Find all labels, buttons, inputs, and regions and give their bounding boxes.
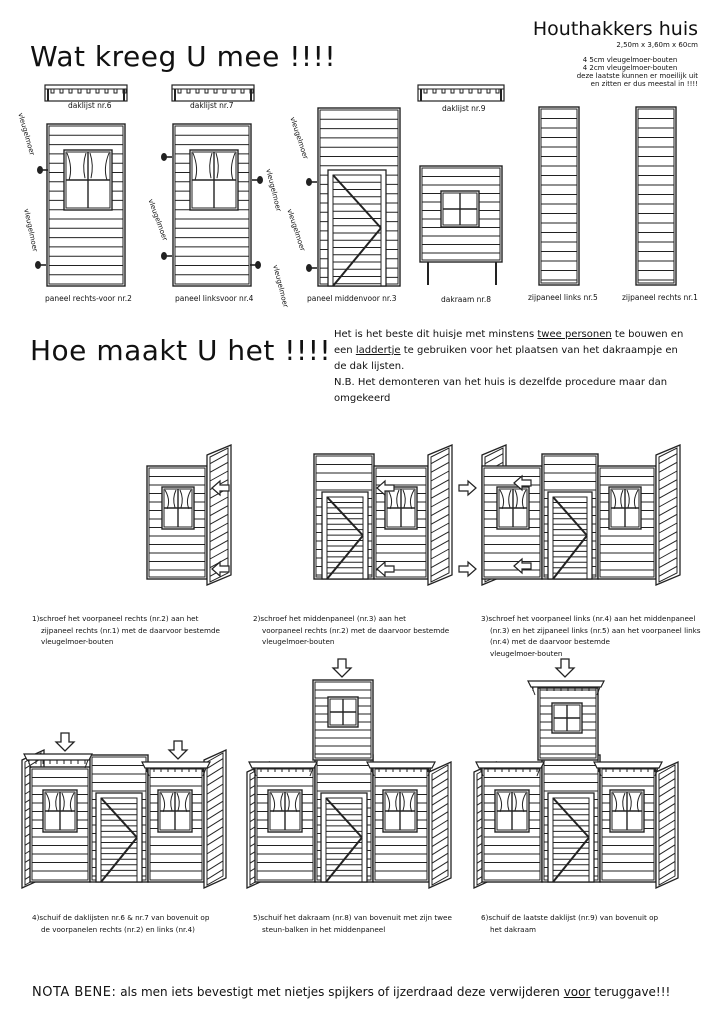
label-vleugelmoer-5: vleugelmoer (271, 264, 290, 309)
label-zijpaneel-5: zijpaneel links nr.5 (528, 293, 598, 302)
label-vleugelmoer-4: vleugelmoer (264, 168, 283, 213)
intro-line-3: de dak lijsten. (334, 361, 405, 372)
step-3-drawing (482, 445, 680, 585)
bolt-note-1: 4 5cm vleugelmoer-bouten (582, 56, 678, 64)
document-title: Houthakkers huis (532, 18, 698, 40)
label-panel-2: paneel rechts-voor nr.2 (45, 294, 132, 303)
intro-line-2: een laddertje te gebruiken voor het plaatsen van het dakraampje en (334, 345, 678, 356)
label-vleugelmoer-3: vleugelmoer (146, 198, 169, 242)
label-vleugelmoer-6: vleugelmoer (288, 116, 310, 161)
label-zijpaneel-1: zijpaneel rechts nr.1 (622, 293, 698, 302)
label-daklijst-6: daklijst nr.6 (68, 101, 112, 110)
label-vleugelmoer-1: vleugelmoer (16, 112, 37, 157)
step-2-drawing (314, 445, 476, 585)
bolt-note-4: en zitten er dus meestal in !!!! (590, 80, 698, 88)
label-panel-3: paneel middenvoor nr.3 (307, 294, 397, 303)
label-dakraam-8: dakraam nr.8 (441, 295, 491, 304)
dimensions: 2,50m x 3,60m x 60cm (616, 41, 698, 49)
intro-line-1: Het is het beste dit huisje met minstens twee personen te bouwen en (334, 329, 684, 340)
bolt-note-2: 4 2cm vleugelmoer-bouten (582, 64, 678, 72)
step-4-caption: 4)schuif de daklijsten nr.6 & nr.7 van bovenuit op de voorpanelen rechts (nr.2) en links (nr.4) (32, 913, 210, 934)
step-4-drawing (22, 733, 226, 888)
step-1-drawing (147, 445, 231, 585)
step-6-caption: 6)schuif de laatste daklijst (nr.9) van bovenuit op het dakraam (481, 913, 659, 934)
step-1-caption: 1)schroef het voorpaneel rechts (nr.2) aan het zijpaneel rechts (nr.1) met de daarvoor bestemde vleugelmoer-bouten (32, 614, 220, 646)
step-5-drawing (247, 659, 451, 888)
label-vleugelmoer-7: vleugelmoer (285, 208, 307, 253)
label-daklijst-9: daklijst nr.9 (442, 104, 486, 113)
step-6-drawing (474, 659, 678, 888)
step-2-caption: 2)schroef het middenpaneel (nr.3) aan het voorpaneel rechts (nr.2) met de daarvoor bestemde vleugelmoer-bouten (253, 614, 450, 646)
section-heading-parts: Wat kreeg U mee !!!! (30, 40, 337, 73)
bolt-note-3: deze laatste kunnen er moeilijk uit (576, 72, 698, 80)
label-panel-4: paneel linksvoor nr.4 (175, 294, 254, 303)
step-3-caption: 3)schroef het voorpaneel links (nr.4) aan het middenpaneel (nr.3) en het zijpaneel links (nr.5) aan het voorpaneel links (nr.4) met de daarvoor bestemde vleugelmoer-bouten (481, 614, 701, 658)
intro-line-4: N.B. Het demonteren van het huis is dezelfde procedure maar dan omgekeerd (334, 377, 668, 404)
step-5-caption: 5)schuif het dakraam (nr.8) van bovenuit met zijn twee steun-balken in het middenpaneel (253, 913, 452, 934)
section-heading-assembly: Hoe maakt U het !!!! (30, 334, 332, 367)
label-vleugelmoer-2: vleugelmoer (22, 208, 40, 253)
nota-bene: NOTA BENE: als men iets bevestigt met nietjes spijkers of ijzerdraad deze verwijderen voor teruggave!!! (32, 985, 671, 1000)
label-daklijst-7: daklijst nr.7 (190, 101, 234, 110)
nota-bene-label: NOTA BENE: (32, 985, 117, 1000)
